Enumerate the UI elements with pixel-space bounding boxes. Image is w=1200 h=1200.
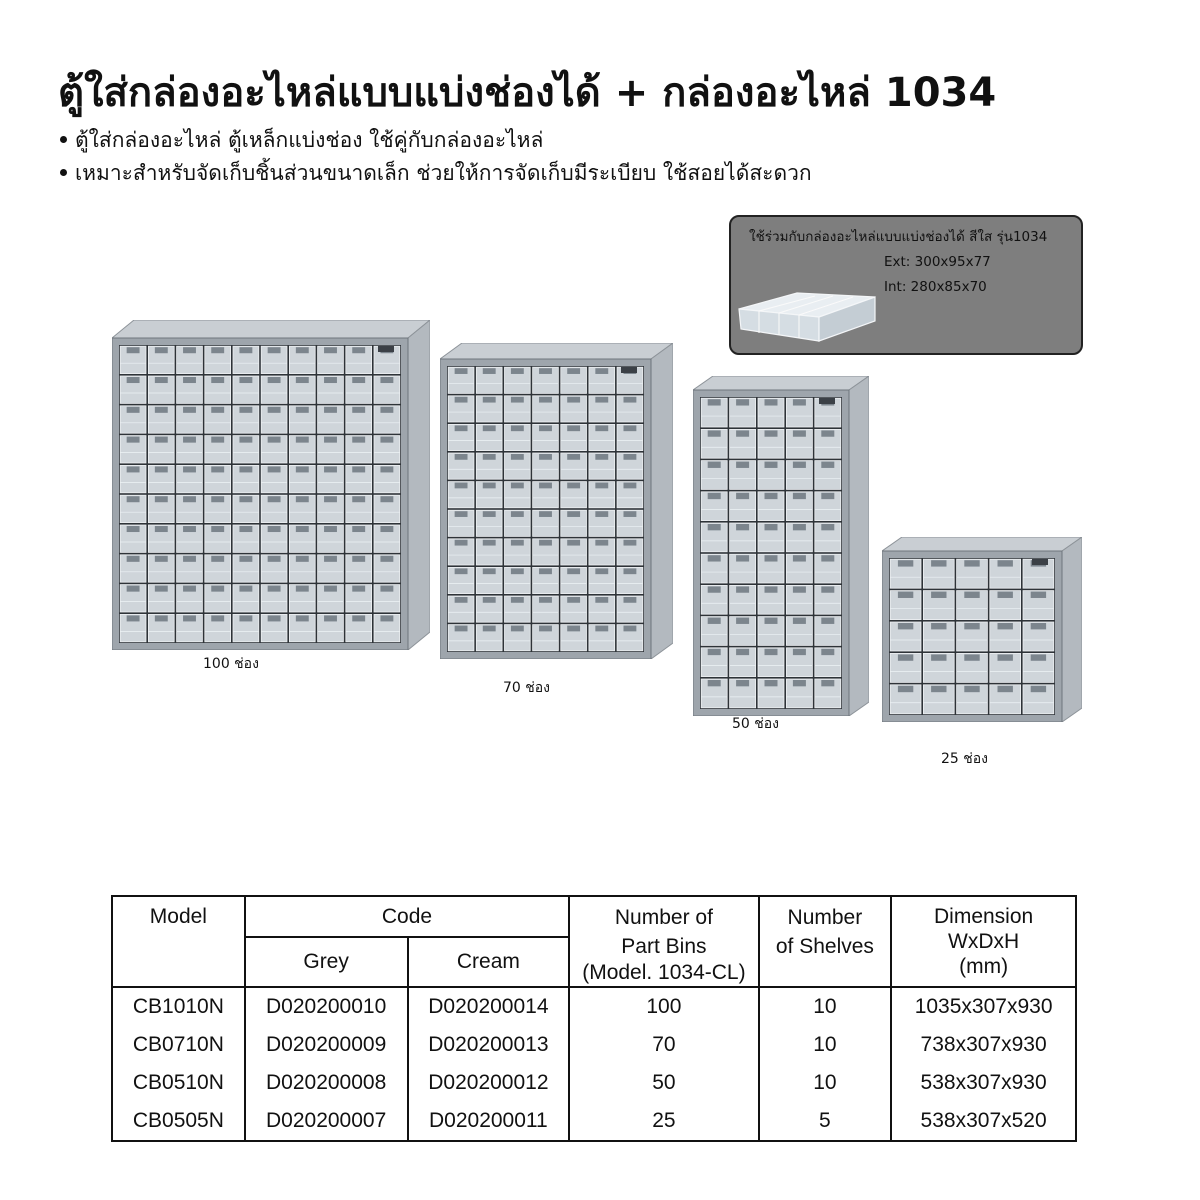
cabinet-caption: 70 ช่อง [503, 680, 551, 696]
storage-cabinet [440, 343, 673, 659]
feature-item: เหมาะสำหรับจัดเก็บชิ้นส่วนขนาดเล็ก ช่วยให้การจัดเก็บมีระเบียบ ใช้สอยได้สะดวก [58, 157, 812, 190]
header-model: Model [112, 896, 245, 987]
table-row [112, 987, 1076, 1026]
feature-list [58, 124, 812, 190]
part-box-heading: ใช้ร่วมกับกล่องอะไหล่แบบแบ่งช่องได้ สีใส รุ่น1034 [749, 229, 1048, 245]
header-part-bins: Number of Part Bins (Model. 1034-CL) [569, 896, 758, 987]
clear-part-box-image [735, 267, 885, 347]
table-row [112, 1102, 1076, 1141]
cell-model: CB0505N [112, 1102, 245, 1141]
cell-part-bins: 25 [569, 1102, 758, 1141]
cabinet-caption: 25 ช่อง [941, 751, 989, 767]
header-grey: Grey [245, 937, 408, 987]
table-row [112, 1064, 1076, 1102]
internal-dimension: Int: 280x85x70 [884, 279, 987, 295]
table-header-row [112, 896, 1076, 937]
cell-grey-code: D020200007 [245, 1102, 408, 1141]
cabinet-caption: 50 ช่อง [732, 716, 780, 732]
bullet-icon [60, 169, 67, 176]
cell-dimension: 538x307x930 [891, 1064, 1076, 1102]
cell-part-bins: 50 [569, 1064, 758, 1102]
cabinet-caption: 100 ช่อง [203, 656, 259, 672]
header-shelves: Number of Shelves [759, 896, 892, 987]
cell-grey-code: D020200009 [245, 1026, 408, 1064]
cell-model: CB0510N [112, 1064, 245, 1102]
bullet-icon [60, 136, 67, 143]
cell-dimension: 1035x307x930 [891, 987, 1076, 1026]
cell-model: CB1010N [112, 987, 245, 1026]
storage-cabinet [112, 320, 430, 650]
cell-shelves: 5 [759, 1102, 892, 1141]
cell-cream-code: D020200014 [408, 987, 570, 1026]
spec-table [111, 895, 1077, 1142]
cell-part-bins: 70 [569, 1026, 758, 1064]
cell-shelves: 10 [759, 987, 892, 1026]
header-code: Code [245, 896, 570, 937]
part-box-info-panel [729, 215, 1083, 355]
storage-cabinet [882, 537, 1082, 722]
cell-dimension: 738x307x930 [891, 1026, 1076, 1064]
header-cream: Cream [408, 937, 570, 987]
header-dimension: Dimension WxDxH (mm) [891, 896, 1076, 987]
cell-cream-code: D020200013 [408, 1026, 570, 1064]
cell-model: CB0710N [112, 1026, 245, 1064]
cell-cream-code: D020200012 [408, 1064, 570, 1102]
page-title: ตู้ใส่กล่องอะไหล่แบบแบ่งช่องได้ + กล่องอะไหล่ 1034 [58, 70, 997, 116]
cell-dimension: 538x307x520 [891, 1102, 1076, 1141]
feature-item: ตู้ใส่กล่องอะไหล่ ตู้เหล็กแบ่งช่อง ใช้คู่กับกล่องอะไหล่ [58, 124, 812, 157]
cell-shelves: 10 [759, 1026, 892, 1064]
cell-shelves: 10 [759, 1064, 892, 1102]
cell-cream-code: D020200011 [408, 1102, 570, 1141]
table-row [112, 1026, 1076, 1064]
cell-part-bins: 100 [569, 987, 758, 1026]
storage-cabinet [693, 376, 869, 716]
cell-grey-code: D020200010 [245, 987, 408, 1026]
cell-grey-code: D020200008 [245, 1064, 408, 1102]
external-dimension: Ext: 300x95x77 [884, 254, 991, 270]
